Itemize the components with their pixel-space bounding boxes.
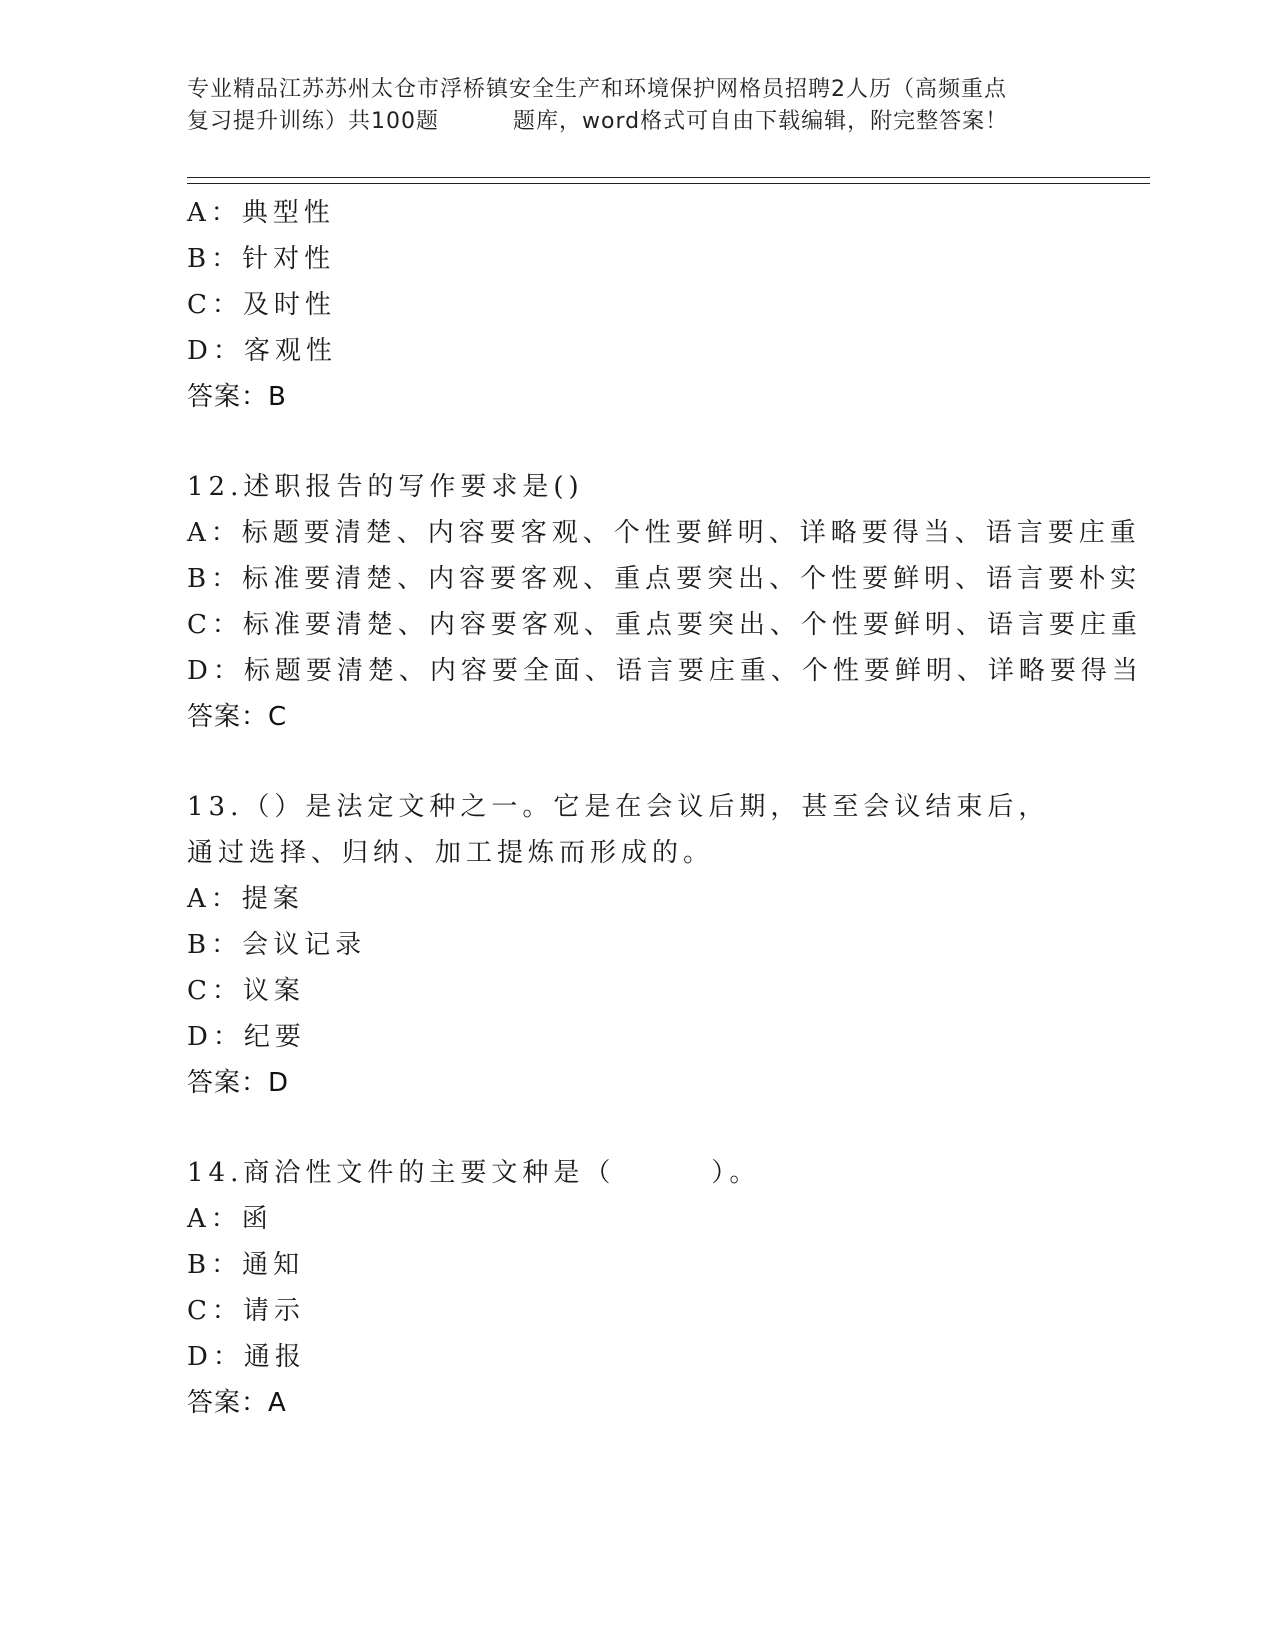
option-b: B：针对性 (187, 244, 336, 274)
option-a: A：标题要清楚、内容要客观、个性要鲜明、详略要得当、语言要庄重 (187, 518, 1141, 548)
option-d: D：纪要 (187, 1022, 306, 1052)
question-text-part-b: ）。 (711, 1158, 761, 1188)
option-a: A：提案 (187, 884, 304, 914)
option-c: C：请示 (187, 1296, 305, 1326)
header-line-2-part-b: 题库，word格式可自由下载编辑，附完整答案！ (513, 109, 1009, 134)
question-block-13 (187, 784, 1087, 1106)
header-line-1: 专业精品江苏苏州太仓市浮桥镇安全生产和环境保护网格员招聘2人历（高频重点 (187, 77, 1007, 102)
answer-line: 答案：B (187, 382, 287, 412)
option-b: B：标准要清楚、内容要客观、重点要突出、个性要鲜明、语言要朴实 (187, 564, 1142, 594)
answer-line: 答案：D (187, 1068, 290, 1098)
option-b: B：通知 (187, 1250, 305, 1280)
option-d: D：通报 (187, 1342, 306, 1372)
option-b: B：会议记录 (187, 930, 367, 960)
header-rule-top (187, 177, 1150, 178)
option-a: A：典型性 (187, 198, 335, 228)
spacer (187, 1106, 1087, 1150)
page-header (187, 74, 1087, 138)
header-line-2 (187, 106, 1087, 138)
option-a: A：函 (187, 1204, 273, 1234)
option-d: D：客观性 (187, 336, 337, 366)
answer-line: 答案：C (187, 702, 288, 732)
question-block-14 (187, 1150, 1087, 1426)
option-c: C：议案 (187, 976, 305, 1006)
question-text: 13.（）是法定文种之一。它是在会议后期，甚至会议结束后，通过选择、归纳、加工提炼而形成的。 (187, 792, 1050, 868)
spacer (187, 740, 1087, 784)
answer-line: 答案：A (187, 1388, 287, 1418)
question-block-12 (187, 464, 1143, 740)
option-c: C：及时性 (187, 290, 336, 320)
header-line-2-part-a: 复习提升训练）共100题 (187, 109, 439, 134)
option-c: C：标准要清楚、内容要客观、重点要突出、个性要鲜明、语言要庄重 (187, 610, 1142, 640)
question-block-11 (187, 190, 1087, 420)
question-text: 12.述职报告的写作要求是() (187, 472, 584, 502)
question-text (187, 1150, 1087, 1196)
header-rule-bottom (187, 183, 1150, 184)
option-d: D：标题要清楚、内容要全面、语言要庄重、个性要鲜明、详略要得当 (187, 656, 1143, 686)
question-text-part-a: 14.商洽性文件的主要文种是（ (187, 1158, 616, 1188)
spacer (187, 420, 1087, 464)
question-list (187, 190, 1143, 1426)
